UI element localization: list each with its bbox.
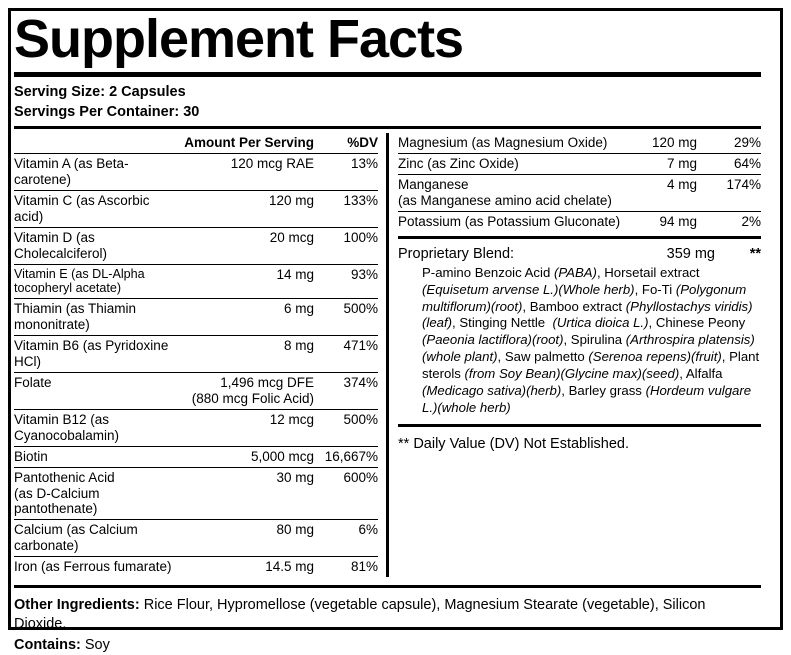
nutrient-amount: 5,000 mcg [178,446,314,467]
nutrient-name: Folate [14,372,178,409]
nutrient-name: Vitamin B6 (as Pyridoxine HCl) [14,336,178,373]
right-column [389,133,761,577]
serving-size-value: 2 Capsules [109,84,186,100]
serving-size-line [14,83,761,103]
nutrient-dv: 133% [314,190,378,227]
nutrient-dv: 2% [741,213,761,229]
nutrient-dv: 600% [314,467,378,520]
nutrient-amount-secondary: (880 mcg Folic Acid) [191,390,314,406]
serving-divider [14,126,761,129]
page-title: Supplement Facts [14,9,464,69]
contains-statement [14,634,761,655]
serving-info [14,83,761,122]
table-row [14,467,378,520]
nutrient-amount: 30 mg [178,467,314,520]
table-row [14,557,378,577]
right-nutrient-table [398,133,761,232]
nutrient-name-primary: Manganese [398,176,469,192]
nutrient-amount: 20 mcg [178,227,314,264]
table-row [398,174,761,211]
nutrient-dv: 374% [314,372,378,409]
nutrient-amount: 94 mg [659,213,697,229]
nutrient-name: Potassium (as Potassium Gluconate) [398,213,621,229]
servings-per-container-line [14,103,761,123]
nutrient-amount: 80 mg [178,520,314,557]
nutrient-dv: 471% [314,336,378,373]
other-ingredients-value: Rice Flour, Hypromellose (vegetable capsule), Magnesium Stearate (vegetable), Silicon Dioxide. [14,597,706,632]
nutrient-dv: 500% [314,409,378,446]
other-ingredients-label: Other Ingredients: [14,597,140,614]
blend-amount: 359 mg [666,245,715,262]
nutrient-name-secondary: (as D-Calcium pantothenate) [14,485,100,517]
nutrient-dv: 81% [350,559,378,575]
nutrient-name: Calcium (as Calcium carbonate) [14,520,178,557]
nutrient-name: Vitamin B12 (as Cyanocobalamin) [14,409,178,446]
nutrient-name: Vitamin A (as Beta-carotene) [14,154,178,191]
nutrient-amount [178,372,314,409]
nutrient-amount: 120 mg [178,190,314,227]
header-dv: %DV [314,133,378,153]
table-row [14,190,378,227]
nutrient-amount: 4 mg [641,174,697,211]
other-ingredients-divider [14,585,761,588]
dv-note-divider [398,424,761,427]
contains-value: Soy [84,636,110,653]
table-row [398,211,761,231]
left-nutrient-table [14,133,378,577]
nutrient-amount: 8 mg [178,336,314,373]
table-row [14,154,378,191]
table-row [398,133,761,153]
nutrient-dv: 100% [314,227,378,264]
nutrient-amount: 120 mg [641,133,697,153]
blend-name: Proprietary Blend: [398,245,515,262]
nutrient-name [398,174,641,211]
nutrient-name-secondary: (as Manganese amino acid chelate) [398,192,612,208]
nutrient-amount: 14 mg [178,264,314,299]
table-row [14,520,378,557]
contains-label: Contains: [14,636,81,653]
nutrient-dv: 13% [314,154,378,191]
table-row [398,154,761,175]
servings-per-container-label: Servings Per Container: [14,103,180,120]
nutrient-amount: 120 mcg RAE [178,154,314,191]
nutrient-dv: 64% [697,154,761,175]
left-column [14,133,386,577]
nutrient-amount: 6 mg [178,299,314,336]
dv-footnote: ** Daily Value (DV) Not Established. [398,435,630,452]
nutrient-name: Vitamin E (as DL-Alpha tocopheryl acetate) [14,264,178,299]
blend-ingredients: P-amino Benzoic Acid (PABA), Horsetail extract (Equisetum arvense L.)(Whole herb), Fo-Ti (Polygonum multiflorum)(root), Bamboo extract (Phyllostachys viridis)(leaf), Stinging Nettle (Urtica dioica L.), Chinese Peony (Paeonia lactiflora)(root), Spirulina (Arthrospira platensis)(whole plant), Saw palmetto (Serenoa repens)(fruit), Plant sterols (from Soy Bean)(Glycine max)(seed), Alfalfa (Medicago sativa)(herb), Barley grass (Hordeum vulgare L.)(whole herb) [422,264,760,415]
nutrient-dv: 174% [697,174,761,211]
nutrient-name: Magnesium (as Magnesium Oxide) [398,133,641,153]
nutrient-dv: 29% [697,133,761,153]
table-row [14,409,378,446]
nutrient-dv: 93% [314,264,378,299]
title-divider [14,72,761,77]
label-content [14,9,761,655]
serving-size-label: Serving Size: [14,84,106,100]
header-blank [14,133,178,153]
nutrient-amount: 7 mg [641,154,697,175]
table-row [14,372,378,409]
other-ingredients [14,592,761,634]
nutrition-columns [14,133,761,577]
table-row [14,299,378,336]
header-amount: Amount Per Serving [178,133,314,153]
nutrient-name: Biotin [14,446,178,467]
nutrient-name: Vitamin C (as Ascorbic acid) [14,190,178,227]
nutrient-name [14,467,178,520]
blend-divider [398,236,761,239]
nutrient-name: Iron (as Ferrous fumarate) [14,559,172,575]
proprietary-blend-header [398,243,761,264]
nutrient-amount: 12 mcg [178,409,314,446]
nutrient-name-primary: Pantothenic Acid [14,469,115,485]
nutrient-dv: 500% [314,299,378,336]
nutrient-amount: 14.5 mg [265,559,314,575]
table-row [14,264,378,299]
table-row [14,446,378,467]
nutrient-dv: 16,667% [314,446,378,467]
nutrient-name: Vitamin D (as Cholecalciferol) [14,227,178,264]
blend-dv: ** [749,245,761,262]
table-row [14,227,378,264]
servings-per-container-value: 30 [183,103,200,120]
nutrient-name: Zinc (as Zinc Oxide) [398,154,641,175]
table-row [14,336,378,373]
nutrient-dv: 6% [314,520,378,557]
nutrient-name: Thiamin (as Thiamin mononitrate) [14,299,178,336]
nutrient-amount-primary: 1,496 mcg DFE [220,374,314,390]
table-header-row [14,133,378,153]
